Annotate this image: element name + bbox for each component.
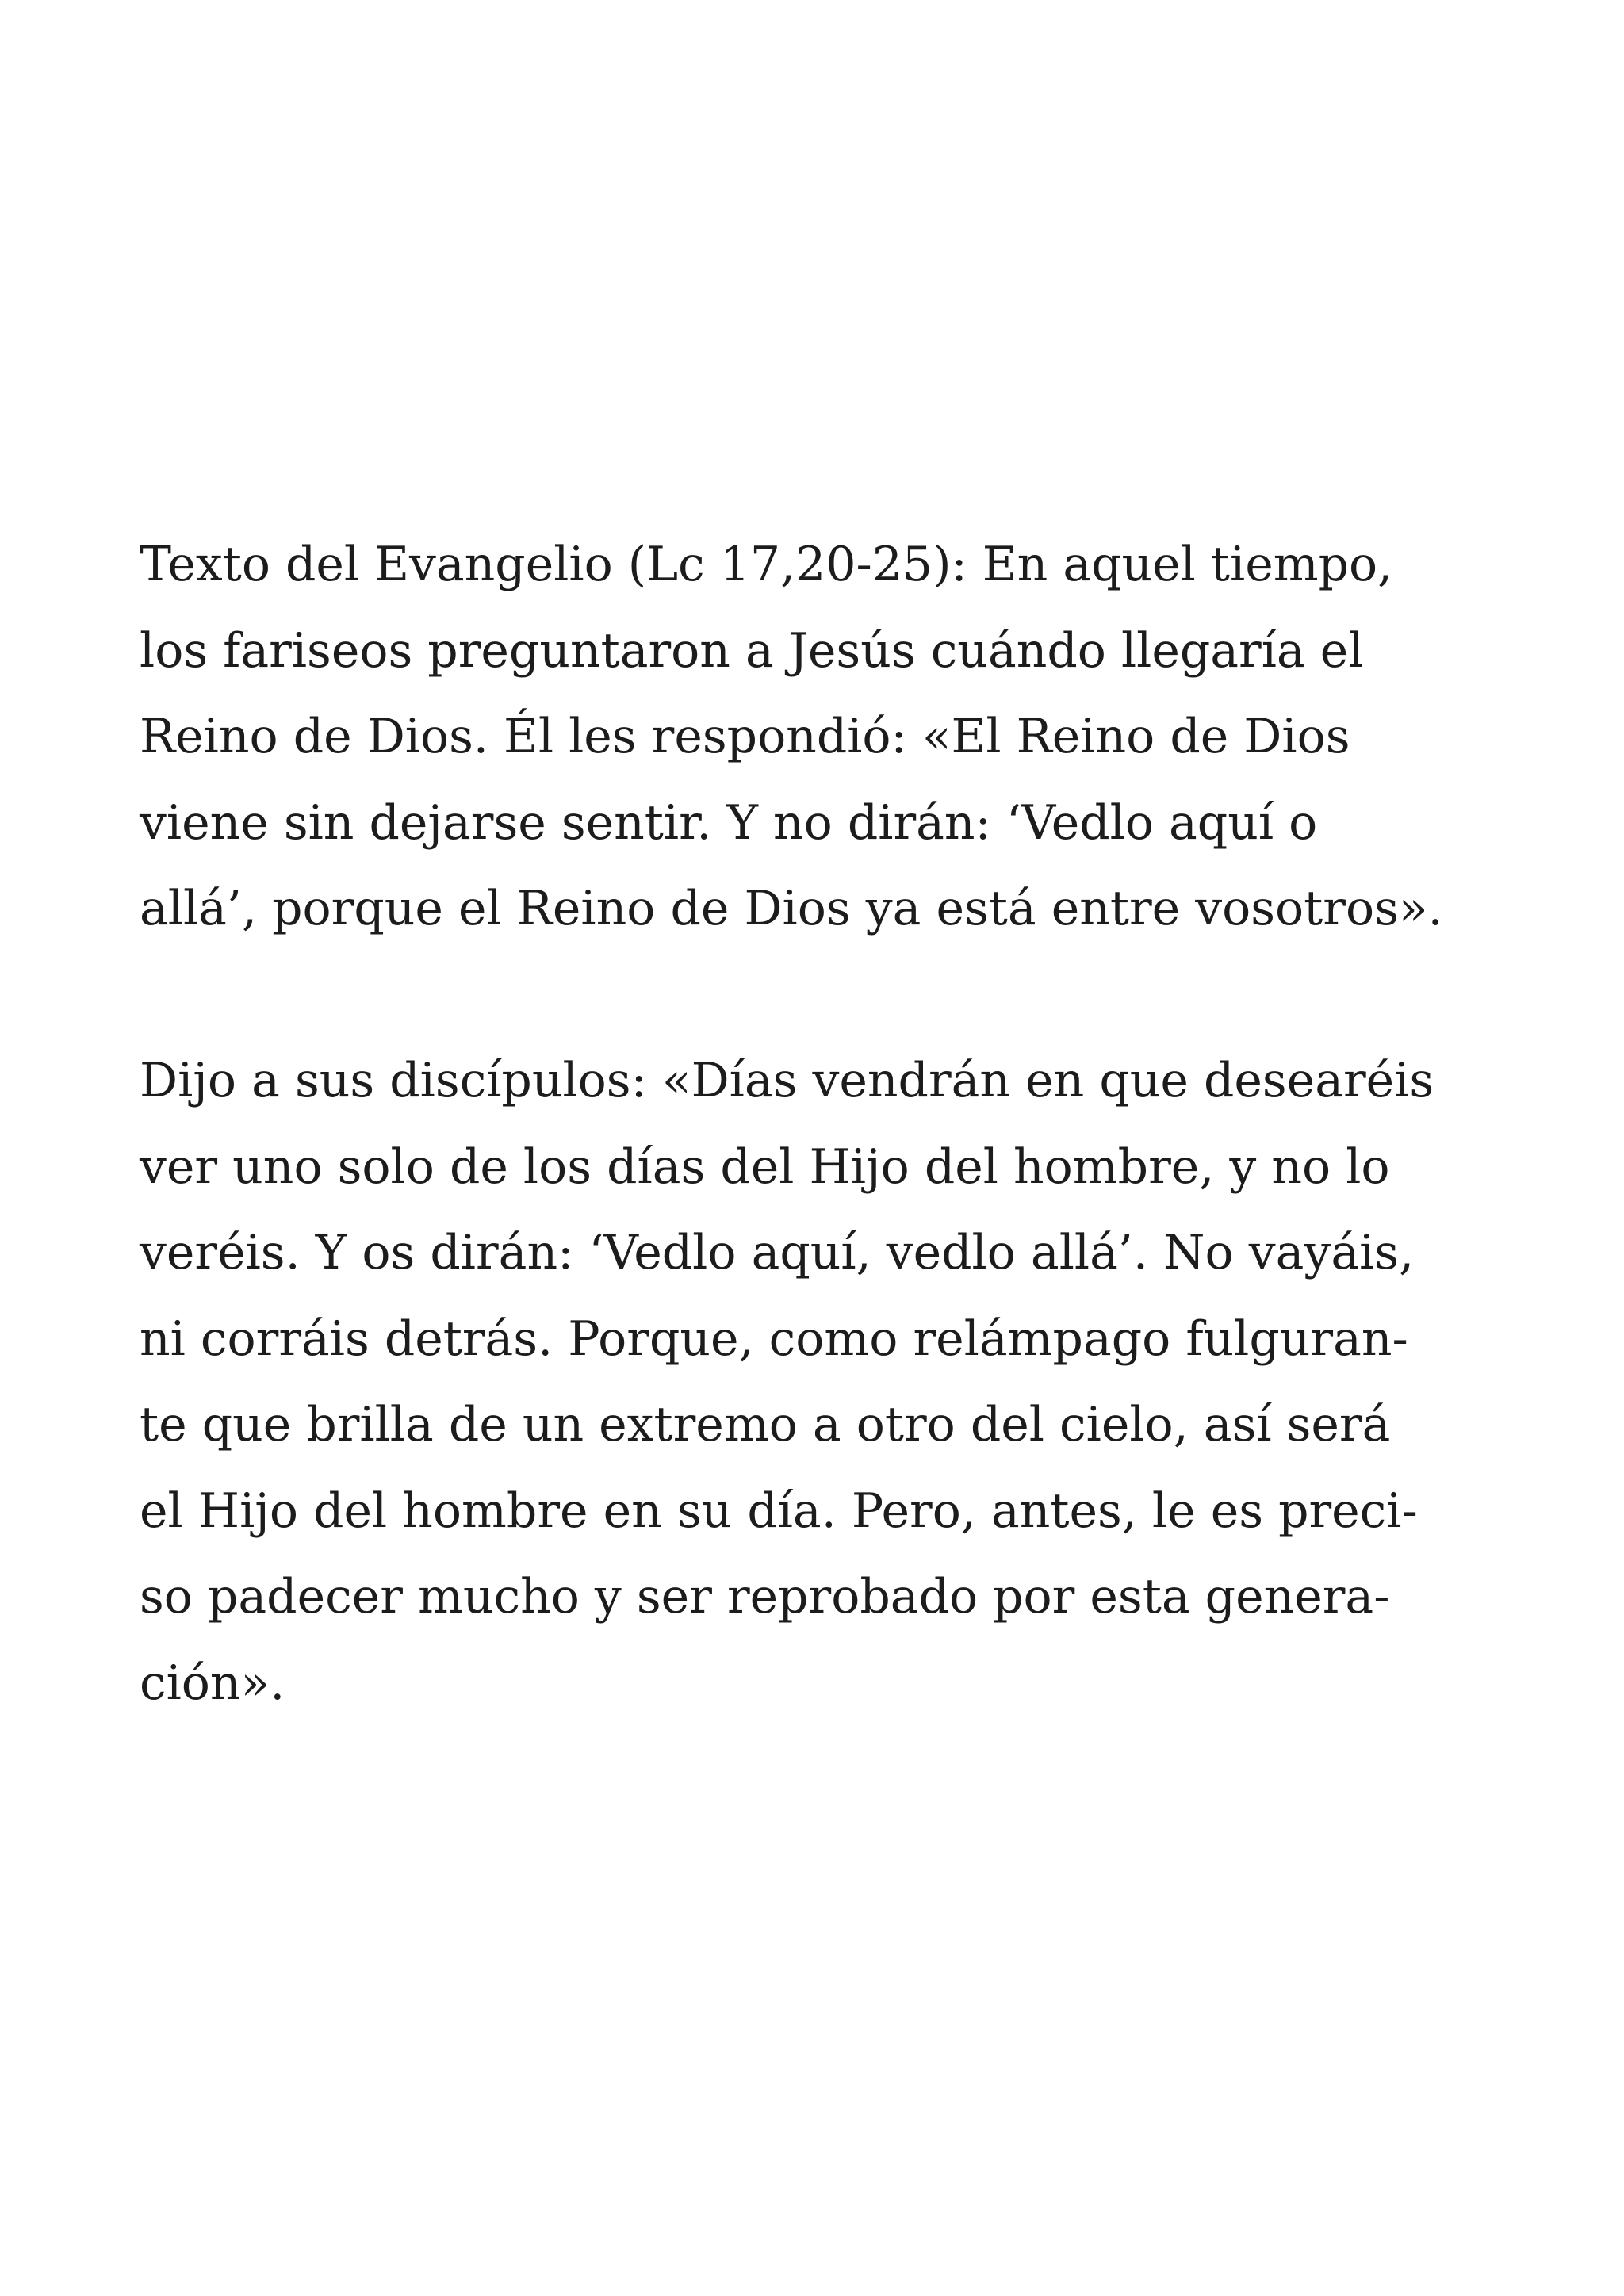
gospel-text (140, 522, 1535, 1726)
paragraph-2 (140, 1038, 1535, 1726)
text-line: veréis. Y os dirán: ‘Vedlo aquí, vedlo allá’. No vayáis, (140, 1225, 1415, 1280)
text-line: el Hijo del hombre en su día. Pero, antes, le es preci- (140, 1483, 1418, 1539)
text-line: Dijo a sus discípulos: «Días vendrán en que desearéis (140, 1053, 1434, 1108)
text-line: ción». (140, 1655, 285, 1711)
paragraph-1 (140, 522, 1535, 952)
text-line: Texto del Evangelio (Lc 17,20-25): En aquel tiempo, (140, 537, 1393, 592)
text-line: ni corráis detrás. Porque, como relámpago fulguran- (140, 1311, 1408, 1367)
text-line: ver uno solo de los días del Hijo del hombre, y no lo (140, 1138, 1390, 1195)
text-line: Reino de Dios. Él les respondió: «El Reino de Dios (140, 709, 1350, 764)
text-line: viene sin dejarse sentir. Y no dirán: ‘Vedlo aquí o (140, 794, 1318, 851)
text-line: te que brilla de un extremo a otro del cielo, así será (140, 1397, 1391, 1452)
text-line: allá’, porque el Reino de Dios ya está entre vosotros». (140, 881, 1443, 936)
paragraph-spacer (140, 952, 1535, 1039)
text-line: los fariseos preguntaron a Jesús cuándo llegaría el (140, 622, 1364, 679)
text-line: so padecer mucho y ser reprobado por esta genera- (140, 1569, 1390, 1624)
